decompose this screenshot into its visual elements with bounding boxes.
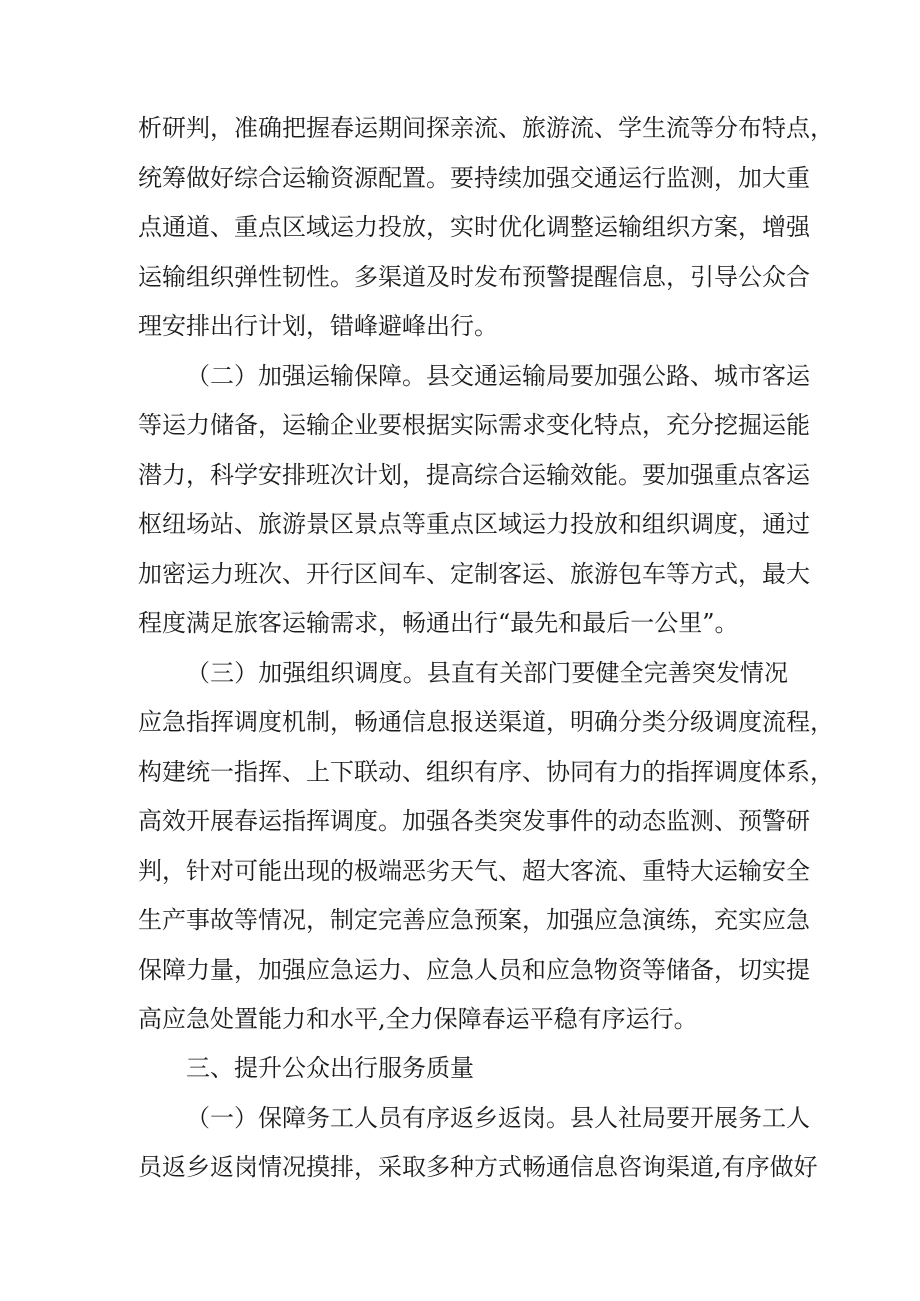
paragraph-line: 程度满足旅客运输需求，畅通出行“最先和最后一公里”。 bbox=[138, 609, 739, 637]
paragraph-line: 保障力量，加强应急运力、应急人员和应急物资等储备，切实提 bbox=[138, 956, 810, 984]
paragraph-line: 理安排出行计划，错峰避峰出行。 bbox=[138, 312, 498, 340]
paragraph-first-line: （一）保障务工人员有序返乡返岗。县人社局要开展务工人 bbox=[186, 1104, 810, 1132]
paragraph-line: 运输组织弹性韧性。多渠道及时发布预警提醒信息，引导公众合 bbox=[138, 263, 810, 291]
paragraph-first-line: （二）加强运输保障。县交通运输局要加强公路、城市客运 bbox=[186, 362, 810, 390]
paragraph-first-line: （三）加强组织调度。县直有关部门要健全完善突发情况 bbox=[186, 659, 788, 687]
paragraph-line: 枢纽场站、旅游景区景点等重点区域运力投放和组织调度，通过 bbox=[138, 510, 810, 538]
paragraph-line: 高效开展春运指挥调度。加强各类突发事件的动态监测、预警研 bbox=[138, 807, 810, 835]
paragraph-line: 高应急处置能力和水平,全力保障春运平稳有序运行。 bbox=[138, 1005, 698, 1033]
paragraph-line: 应急指挥调度机制，畅通信息报送渠道，明确分类分级调度流程， bbox=[138, 708, 834, 736]
paragraph-line: 等运力储备，运输企业要根据实际需求变化特点，充分挖掘运能 bbox=[138, 411, 810, 439]
paragraph-line: 析研判，准确把握春运期间探亲流、旅游流、学生流等分布特点， bbox=[138, 114, 834, 142]
paragraph-line: 判，针对可能出现的极端恶劣天气、超大客流、重特大运输安全 bbox=[138, 857, 810, 885]
paragraph-line: 点通道、重点区域运力投放，实时优化调整运输组织方案，增强 bbox=[138, 213, 810, 241]
paragraph-line: 构建统一指挥、上下联动、组织有序、协同有力的指挥调度体系， bbox=[138, 758, 834, 786]
paragraph-line: 生产事故等情况，制定完善应急预案，加强应急演练，充实应急 bbox=[138, 906, 810, 934]
paragraph-line: 加密运力班次、开行区间车、定制客运、旅游包车等方式，最大 bbox=[138, 560, 810, 588]
paragraph-line: 统筹做好综合运输资源配置。要持续加强交通运行监测，加大重 bbox=[138, 164, 810, 192]
section-heading: 三、提升公众出行服务质量 bbox=[186, 1054, 474, 1082]
paragraph-line: 潜力，科学安排班次计划，提高综合运输效能。要加强重点客运 bbox=[138, 461, 810, 489]
paragraph-line: 员返乡返岗情况摸排，采取多种方式畅通信息咨询渠道,有序做好 bbox=[138, 1153, 818, 1181]
